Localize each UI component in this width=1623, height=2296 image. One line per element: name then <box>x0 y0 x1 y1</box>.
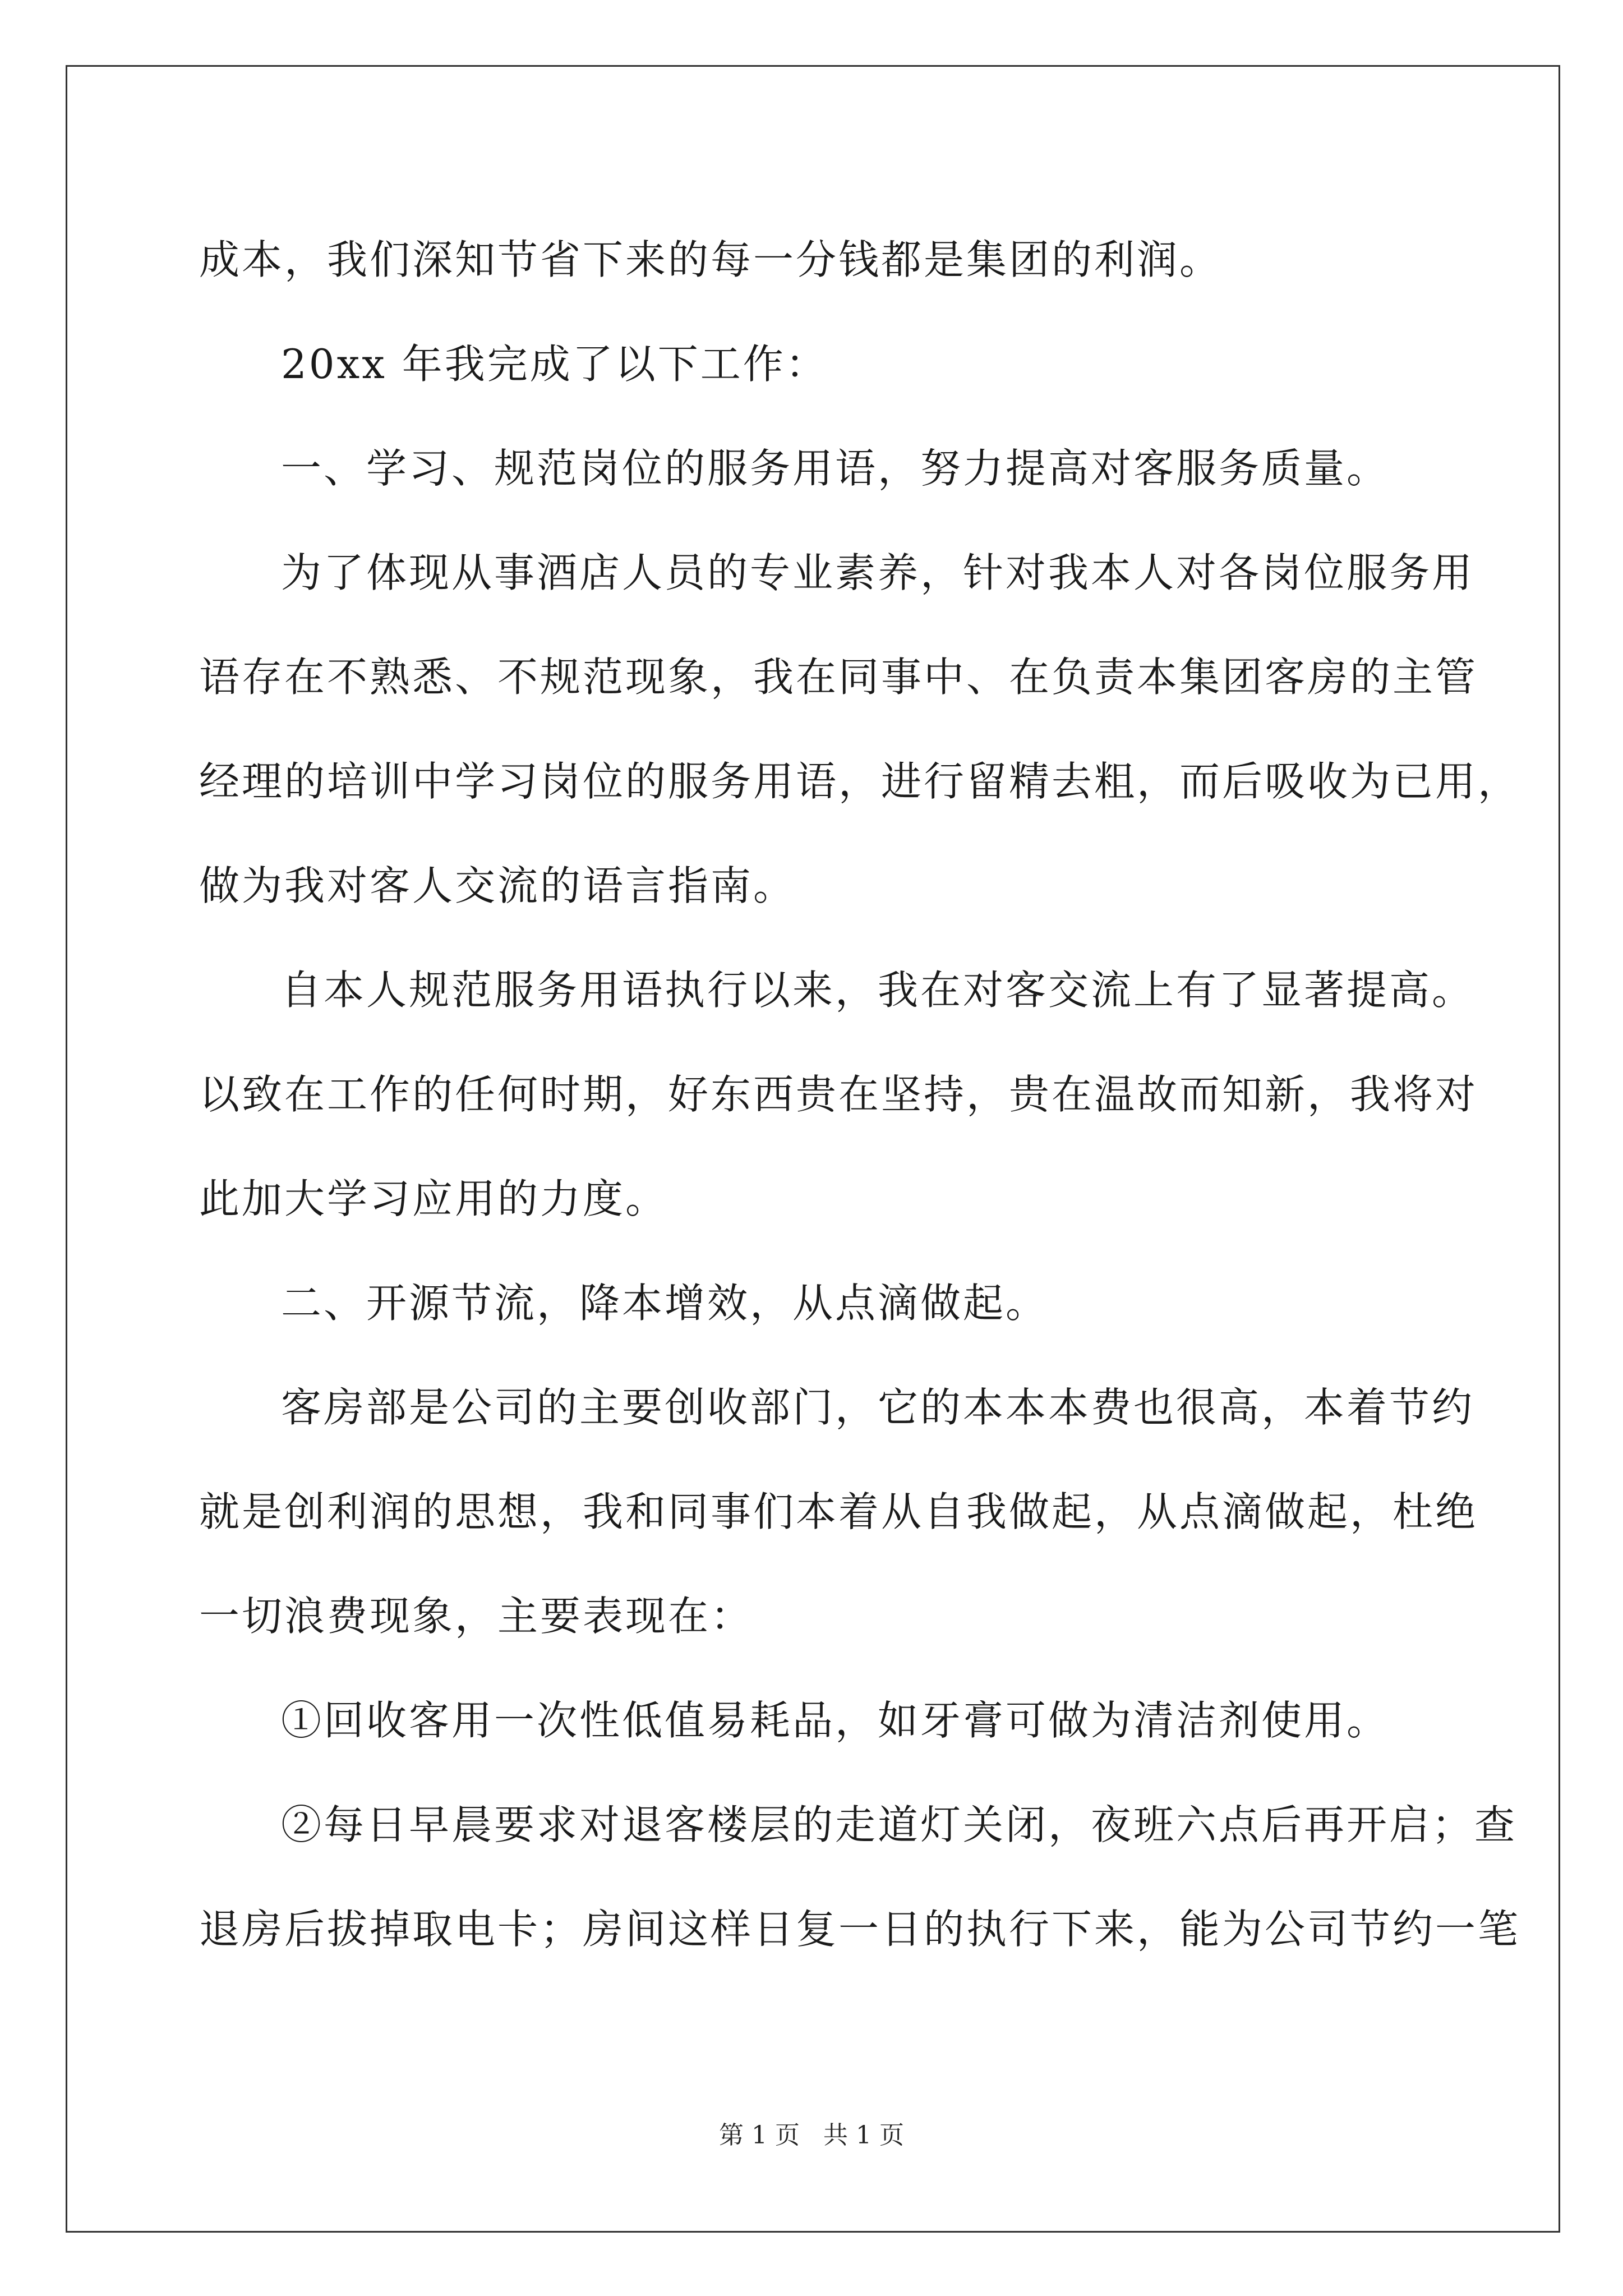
text-line: 退房后拔掉取电卡；房间这样日复一日的执行下来，能为公司节约一笔 <box>199 1906 1521 1953</box>
text-line: 为了体现从事酒店人员的专业素养，针对我本人对各岗位服务用 <box>281 549 1475 596</box>
text-line: 经理的培训中学习岗位的服务用语，进行留精去粗，而后吸收为已用， <box>199 758 1521 805</box>
page-number: 第 1 页 <box>719 2121 800 2150</box>
document-body <box>199 208 1521 1981</box>
section-heading: 一、学习、规范岗位的服务用语，努力提高对客服务质量。 <box>281 445 1390 492</box>
page-footer <box>0 2115 1623 2151</box>
text-line: 成本，我们深知节省下来的每一分钱都是集团的利润。 <box>199 236 1223 283</box>
text-line: 就是创利润的思想，我和同事们本着从自我做起，从点滴做起，杜绝 <box>199 1488 1478 1535</box>
text-line: 此加大学习应用的力度。 <box>199 1175 668 1222</box>
text-line: 以致在工作的任何时期，好东西贵在坚持，贵在温故而知新，我将对 <box>199 1071 1478 1118</box>
text-line: 一切浪费现象，主要表现在： <box>199 1593 754 1640</box>
text-line: 做为我对客人交流的语言指南。 <box>199 862 796 909</box>
section-heading: 二、开源节流，降本增效，从点滴做起。 <box>281 1280 1049 1327</box>
text-line: 客房部是公司的主要创收部门，它的本本本费也很高，本着节约 <box>281 1384 1475 1431</box>
text-line: 自本人规范服务用语执行以来，我在对客交流上有了显著提高。 <box>281 967 1475 1014</box>
text-line: 20xx 年我完成了以下工作： <box>281 341 828 388</box>
list-item: ①回收客用一次性低值易耗品，如牙膏可做为清洁剂使用。 <box>281 1697 1390 1744</box>
text-line: 语存在不熟悉、不规范现象，我在同事中、在负责本集团客房的主管 <box>199 654 1478 701</box>
list-item: ②每日早晨要求对退客楼层的走道灯关闭，夜班六点后再开启；查 <box>281 1801 1518 1848</box>
page-total: 共 1 页 <box>823 2121 904 2150</box>
